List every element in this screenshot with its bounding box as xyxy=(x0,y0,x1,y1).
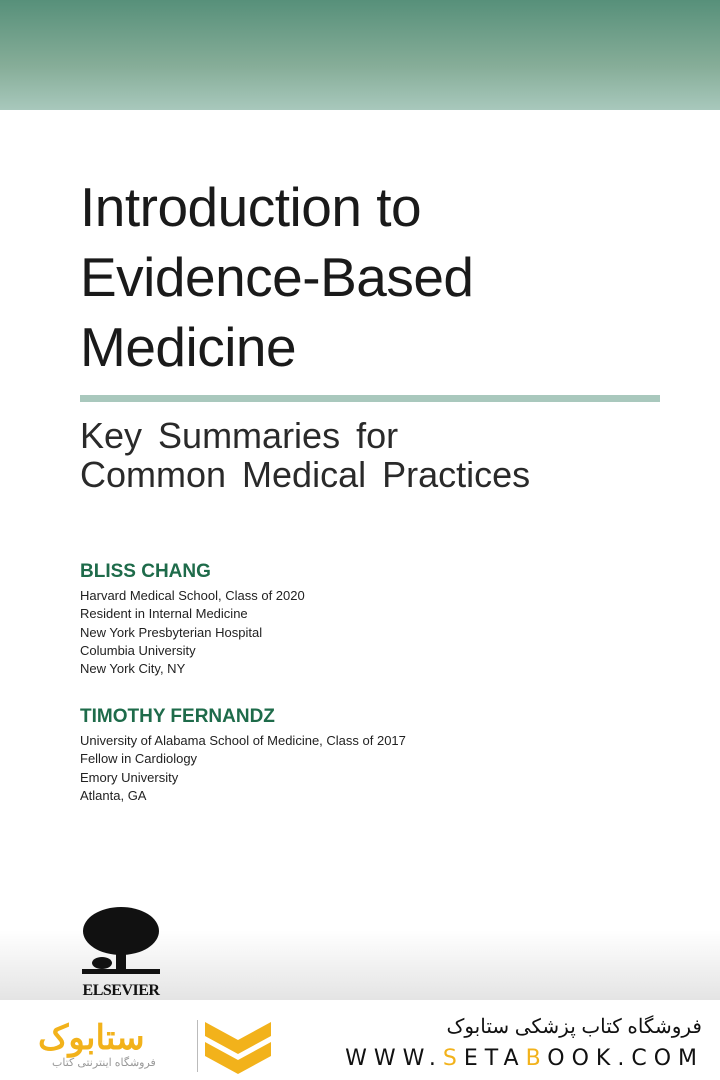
top-banner xyxy=(0,0,720,110)
title-line: Introduction to xyxy=(80,176,422,238)
title-line: Medicine xyxy=(80,316,297,378)
logo-separator xyxy=(197,1020,198,1072)
tree-icon xyxy=(80,905,162,977)
affiliation: New York Presbyterian Hospital xyxy=(80,624,263,640)
subtitle xyxy=(80,416,530,494)
subtitle-line: Common Medical Practices xyxy=(80,454,531,495)
affiliation: New York City, NY xyxy=(80,661,186,677)
store-url[interactable] xyxy=(345,1046,704,1071)
author-block xyxy=(80,706,406,805)
title-divider xyxy=(80,395,660,402)
url-part: B xyxy=(525,1046,548,1071)
affiliation: Harvard Medical School, Class of 2020 xyxy=(80,588,305,603)
store-footer xyxy=(0,1000,720,1080)
publisher-name: ELSEVIER xyxy=(82,982,160,999)
chevron-logo-icon xyxy=(205,1022,271,1074)
store-brand-logo: ستابوک xyxy=(38,1019,145,1057)
store-brand-subtitle: فروشگاه اینترنتی کتاب xyxy=(52,1057,156,1069)
store-title: فروشگاه کتاب پزشکی ستابوک xyxy=(446,1016,702,1038)
book-title xyxy=(80,172,474,382)
affiliation: Fellow in Cardiology xyxy=(80,751,198,767)
url-part: WWW. xyxy=(345,1046,443,1071)
affiliation: University of Alabama School of Medicine, Class of 2017 xyxy=(80,733,406,748)
url-part: S xyxy=(442,1046,464,1071)
title-line: Evidence-Based xyxy=(80,246,474,308)
url-part: ETA xyxy=(463,1046,526,1071)
url-part: OOK.COM xyxy=(547,1046,704,1071)
affiliation: Columbia University xyxy=(80,642,196,658)
author-block xyxy=(80,561,305,678)
author-name: TIMOTHY FERNANDZ xyxy=(80,706,275,727)
affiliation: Resident in Internal Medicine xyxy=(80,606,248,622)
author-name: BLISS CHANG xyxy=(80,561,211,582)
elsevier-logo xyxy=(80,905,162,1000)
affiliation: Emory University xyxy=(80,769,179,785)
subtitle-line: Key Summaries for xyxy=(80,415,399,456)
affiliation: Atlanta, GA xyxy=(80,787,147,803)
